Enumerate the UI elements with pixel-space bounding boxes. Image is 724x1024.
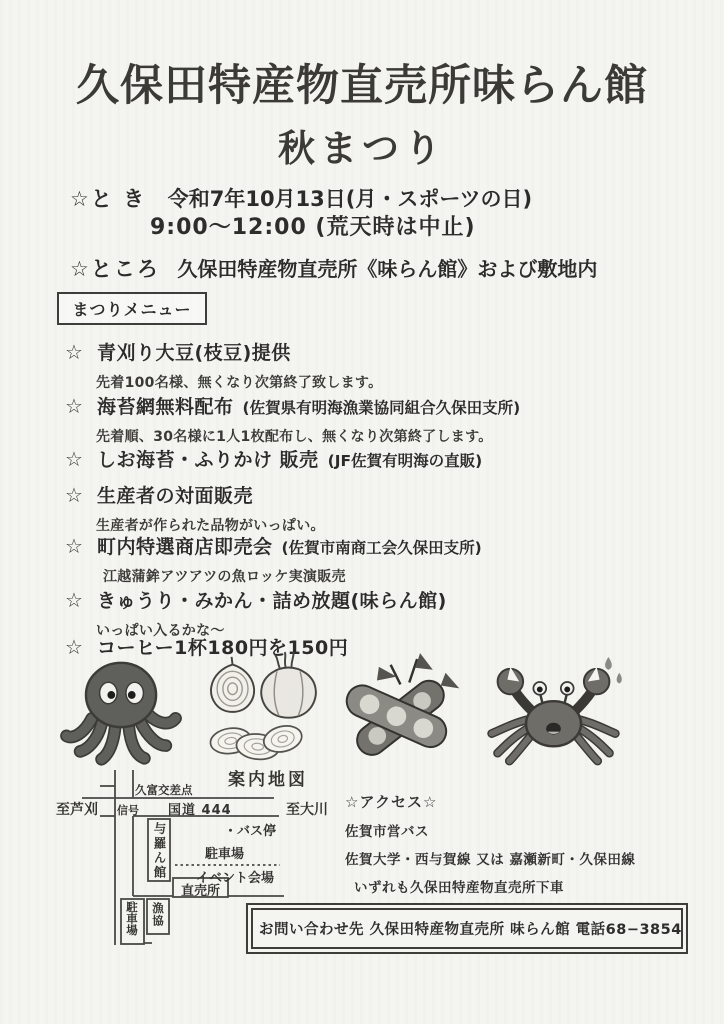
map-to-okawa-label: 至大川 bbox=[286, 802, 328, 818]
menu-item-subtitle: (JF佐賀有明海の直販) bbox=[327, 452, 483, 470]
when-time: 9:00〜12:00 (荒天時は中止) bbox=[150, 215, 476, 240]
menu-item-title: 青刈り大豆(枝豆)提供 bbox=[96, 342, 291, 364]
map-route-label: 国道 444 bbox=[168, 803, 232, 818]
octopus-icon bbox=[58, 656, 186, 768]
when-line bbox=[70, 183, 532, 213]
menu-item-subtitle: (佐賀県有明海漁業協同組合久保田支所) bbox=[242, 399, 521, 417]
menu-item bbox=[65, 392, 699, 446]
page-title: 久保田特産物直売所味らん館 bbox=[76, 61, 648, 111]
access-title: ☆アクセス☆ bbox=[345, 793, 438, 811]
map-fishery-label: 漁協 bbox=[151, 902, 165, 927]
star-icon: ☆ bbox=[65, 534, 83, 558]
map-title: 案内地図 bbox=[228, 770, 308, 790]
map-to-ashikari-label: 至芦刈 bbox=[56, 802, 98, 818]
menu-item-note: いっぱい入るかな〜 bbox=[96, 623, 225, 639]
edamame-icon bbox=[322, 645, 474, 771]
menu-item-title: 生産者の対面販売 bbox=[96, 485, 253, 507]
menu-item bbox=[65, 338, 699, 392]
menu-header-box: まつりメニュー bbox=[57, 292, 207, 325]
access-block bbox=[345, 791, 690, 896]
menu-item-note: 生産者が作られた品物がいっぱい。 bbox=[96, 518, 325, 534]
menu-item-note: 先着100名様、無くなり次第終了致します。 bbox=[96, 375, 383, 391]
map-signal-label: 信号 bbox=[117, 804, 139, 817]
star-icon: ☆ bbox=[65, 483, 83, 507]
star-icon: ☆ bbox=[65, 588, 83, 612]
map-shop-label: 直売所 bbox=[181, 884, 221, 899]
onion-icon bbox=[192, 650, 332, 768]
when-label: ☆と き bbox=[70, 187, 147, 211]
menu-item-title: 町内特選商店即売会 bbox=[96, 536, 273, 558]
access-line: いずれも久保田特産物直売所下車 bbox=[354, 880, 564, 896]
where-label: ☆ところ bbox=[70, 257, 160, 281]
where-value: 久保田特産物直売所《味らん館》および敷地内 bbox=[177, 257, 598, 281]
when-date: 令和7年10月13日(月・スポーツの日) bbox=[167, 187, 533, 211]
menu-item-note: 江越蒲鉾アツアツの魚ロッケ実演販売 bbox=[103, 569, 346, 585]
contact-text: お問い合わせ先 久保田特産物直売所 味らん館 電話68−3854 bbox=[251, 908, 683, 949]
map-event-area-label: イベント会場 bbox=[196, 871, 275, 886]
access-line: 佐賀大学・西与賀線 又は 嘉瀬新町・久保田線 bbox=[345, 852, 636, 868]
star-icon: ☆ bbox=[65, 340, 83, 364]
where-line bbox=[70, 253, 597, 283]
menu-item bbox=[65, 481, 699, 535]
menu-item-subtitle: (佐賀市南商工会久保田支所) bbox=[281, 539, 482, 557]
menu-item bbox=[65, 532, 699, 586]
menu-item-title: きゅうり・みかん・詰め放題(味らん館) bbox=[96, 590, 447, 612]
access-line: 佐賀市営バス bbox=[345, 824, 429, 840]
map-parking2-label: 駐車場 bbox=[125, 901, 139, 936]
star-icon: ☆ bbox=[65, 635, 83, 659]
page-subtitle: 秋まつり bbox=[278, 127, 446, 170]
menu-item bbox=[65, 445, 699, 472]
menu-item-note: 先着順、30名様に1人1枚配布し、無くなり次第終了します。 bbox=[96, 429, 493, 445]
star-icon: ☆ bbox=[65, 394, 83, 418]
menu-item bbox=[65, 586, 699, 640]
menu-item-title: コーヒー1杯180円を150円 bbox=[96, 637, 349, 659]
map-intersection-label: 久富交差点 bbox=[135, 783, 193, 797]
map-parking-label: 駐車場 bbox=[205, 847, 245, 862]
map-bus-stop-label: ・バス停 bbox=[224, 824, 277, 839]
menu-item-title: しお海苔・ふりかけ 販売 bbox=[96, 449, 319, 471]
contact-box bbox=[246, 903, 688, 954]
crab-icon bbox=[478, 650, 630, 770]
map-yorankan-label: 与羅ん館 bbox=[152, 822, 167, 880]
menu-item-title: 海苔網無料配布 bbox=[96, 396, 234, 418]
star-icon: ☆ bbox=[65, 447, 83, 471]
